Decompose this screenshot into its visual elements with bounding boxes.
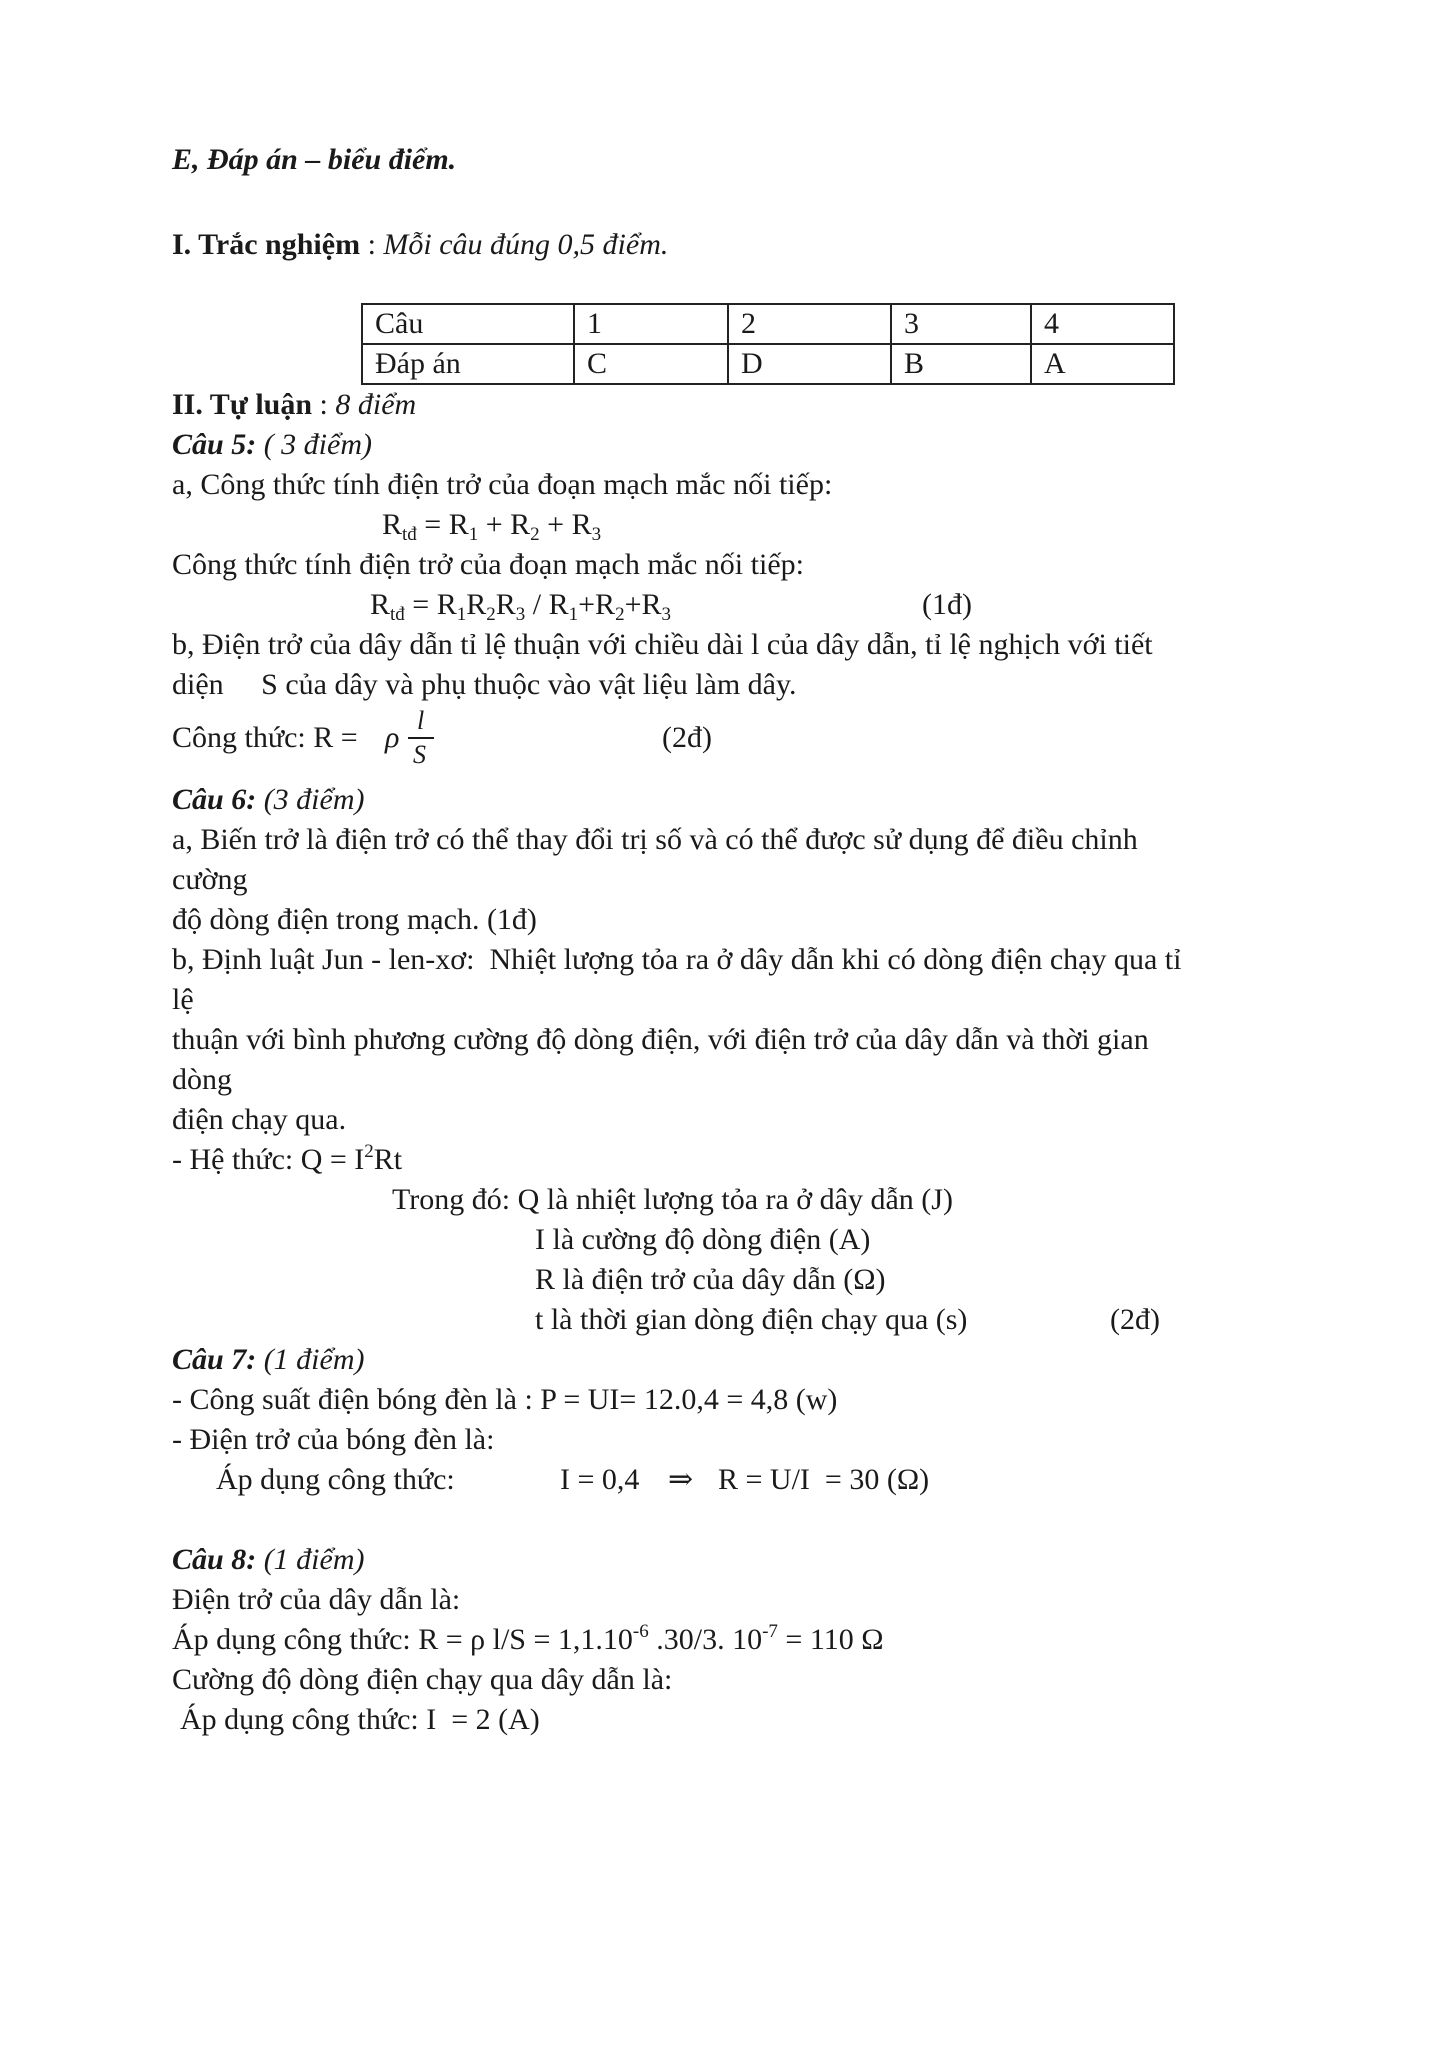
q8-score: (1 điểm) <box>256 1543 365 1576</box>
formula-sub: tđ <box>390 604 405 625</box>
formula-text: = R <box>416 508 469 541</box>
q5-a2: Công thức tính điện trở của đoạn mạch mắc nối tiếp: <box>172 548 804 581</box>
q6-where-line: R là điện trở của dây dẫn (Ω) <box>535 1263 886 1296</box>
formula-text: - Hệ thức: Q = I <box>172 1143 365 1176</box>
fraction-bar <box>408 737 434 739</box>
formula-text: +R <box>624 588 662 621</box>
formula-sup: -7 <box>762 1621 778 1642</box>
formula-sup: 2 <box>364 1141 374 1162</box>
q5-label: Câu 5: <box>172 428 257 461</box>
q7-line-1: - Công suất điện bóng đèn là : P = UI= 12.0,4 = 4,8 (w) <box>172 1383 838 1416</box>
part2-sep: : <box>312 388 336 421</box>
q6-where-line: t là thời gian dòng điện chạy qua (s) <box>535 1303 968 1336</box>
part1-label: I. Trắc nghiệm <box>172 228 361 261</box>
q8-label: Câu 8: <box>172 1543 257 1576</box>
formula-sub: 1 <box>456 604 467 625</box>
q8-line-3: Cường độ dòng điện chạy qua dây dẫn là: <box>172 1663 673 1696</box>
q6-label: Câu 6: <box>172 783 257 816</box>
q6-hethuc <box>172 1142 402 1178</box>
q7-label: Câu 7: <box>172 1343 257 1376</box>
implies-arrow-icon: ⇒ <box>668 1463 694 1496</box>
q7-apply-label: Áp dụng công thức: <box>216 1463 455 1496</box>
q7-title <box>172 1342 364 1378</box>
q6-where-points: (2đ) <box>1110 1303 1160 1336</box>
q6-line: a, Biến trở là điện trở có thể thay đổi trị số và có thể được sử dụng để điều chỉnh <box>172 823 1138 856</box>
rho-symbol: ρ <box>385 721 400 754</box>
q8-line-2 <box>172 1622 884 1658</box>
q6-score: (3 điểm) <box>256 783 365 816</box>
table-cell: 3 <box>891 304 1031 344</box>
q6-line: độ dòng điện trong mạch. (1đ) <box>172 903 537 936</box>
q5-formula-label: Công thức: R = <box>172 721 358 754</box>
q5-a: a, Công thức tính điện trở của đoạn mạch mắc nối tiếp: <box>172 468 833 501</box>
formula-sub: tđ <box>402 524 417 545</box>
formula-sub: 3 <box>591 524 602 545</box>
q6-line: thuận với bình phương cường độ dòng điện, với điện trở của dây dẫn và thời gian <box>172 1023 1149 1056</box>
formula-text: + R <box>478 508 531 541</box>
q5-b-line-2: diện S của dây và phụ thuộc vào vật liệu làm dây. <box>172 668 797 701</box>
part2-heading <box>172 387 416 423</box>
formula-sub: 1 <box>568 604 579 625</box>
q5-formula-1 <box>382 507 601 543</box>
table-row <box>362 304 1174 344</box>
q5-formula-2-points: (1đ) <box>922 588 972 621</box>
part2-note: 8 điểm <box>335 388 417 421</box>
table-cell: Đáp án <box>362 344 574 384</box>
table-cell: C <box>574 344 728 384</box>
q6-line: b, Định luật Jun - len-xơ: Nhiệt lượng tỏa ra ở dây dẫn khi có dòng điện chạy qua tỉ <box>172 943 1182 976</box>
q6-line: cường <box>172 863 248 896</box>
formula-text: R <box>495 588 516 621</box>
formula-text: R <box>466 588 487 621</box>
table-cell: 1 <box>574 304 728 344</box>
table-row <box>362 344 1174 384</box>
formula-text: Áp dụng công thức: R = ρ l/S = 1,1.10 <box>172 1623 633 1656</box>
formula-text: Rt <box>373 1143 403 1176</box>
formula-text: + R <box>539 508 592 541</box>
table-cell: D <box>728 344 891 384</box>
formula-sup: -6 <box>632 1621 649 1642</box>
table-cell: B <box>891 344 1031 384</box>
table-cell: 2 <box>728 304 891 344</box>
part2-label: II. Tự luận <box>172 388 313 421</box>
section-heading: E, Đáp án – biểu điểm. <box>172 143 457 176</box>
q5-formula-2 <box>370 587 671 623</box>
answer-table <box>361 303 1175 385</box>
table-cell: A <box>1031 344 1174 384</box>
q7-line-2: - Điện trở của bóng đèn là: <box>172 1423 495 1456</box>
q6-where-line: I là cường độ dòng điện (A) <box>535 1223 871 1256</box>
formula-sub: 2 <box>615 604 625 625</box>
q6-line: lệ <box>172 983 194 1016</box>
q7-current: I = 0,4 <box>560 1463 640 1496</box>
formula-text: R <box>370 588 391 621</box>
q5-score: ( 3 điểm) <box>256 428 372 461</box>
q8-line-1: Điện trở của dây dẫn là: <box>172 1583 461 1616</box>
table-cell: Câu <box>362 304 574 344</box>
formula-text: = 110 Ω <box>777 1623 884 1656</box>
q6-where-line: Trong đó: Q là nhiệt lượng tỏa ra ở dây dẫn (J) <box>392 1183 953 1216</box>
formula-sub: 3 <box>661 604 671 625</box>
table-cell: 4 <box>1031 304 1174 344</box>
part1-note: Mỗi câu đúng 0,5 điểm. <box>383 228 669 261</box>
q8-line-4: Áp dụng công thức: I = 2 (A) <box>180 1703 540 1736</box>
formula-sub: 1 <box>468 524 479 545</box>
fraction-numerator: l <box>417 706 425 735</box>
formula-sub: 3 <box>515 604 526 625</box>
q6-title <box>172 782 364 818</box>
formula-text: R <box>382 508 403 541</box>
formula-text: +R <box>578 588 616 621</box>
part1-sep: : <box>360 228 384 261</box>
fraction-denominator: S <box>413 740 426 769</box>
formula-sub: 2 <box>486 604 496 625</box>
formula-text: .30/3. 10 <box>648 1623 763 1656</box>
q7-score: (1 điểm) <box>256 1343 365 1376</box>
q5-title <box>172 427 372 463</box>
q5-b-line-1: b, Điện trở của dây dẫn tỉ lệ thuận với chiều dài l của dây dẫn, tỉ lệ nghịch với tiết <box>172 628 1153 661</box>
formula-sub: 2 <box>530 524 540 545</box>
q6-line: điện chạy qua. <box>172 1103 347 1136</box>
q7-resistance: R = U/I = 30 (Ω) <box>718 1463 930 1496</box>
q5-formula-points: (2đ) <box>662 721 712 754</box>
q8-title <box>172 1542 364 1578</box>
q6-line: dòng <box>172 1063 232 1096</box>
formula-text: / R <box>525 588 569 621</box>
formula-text: = R <box>404 588 457 621</box>
part1-heading <box>172 227 668 263</box>
